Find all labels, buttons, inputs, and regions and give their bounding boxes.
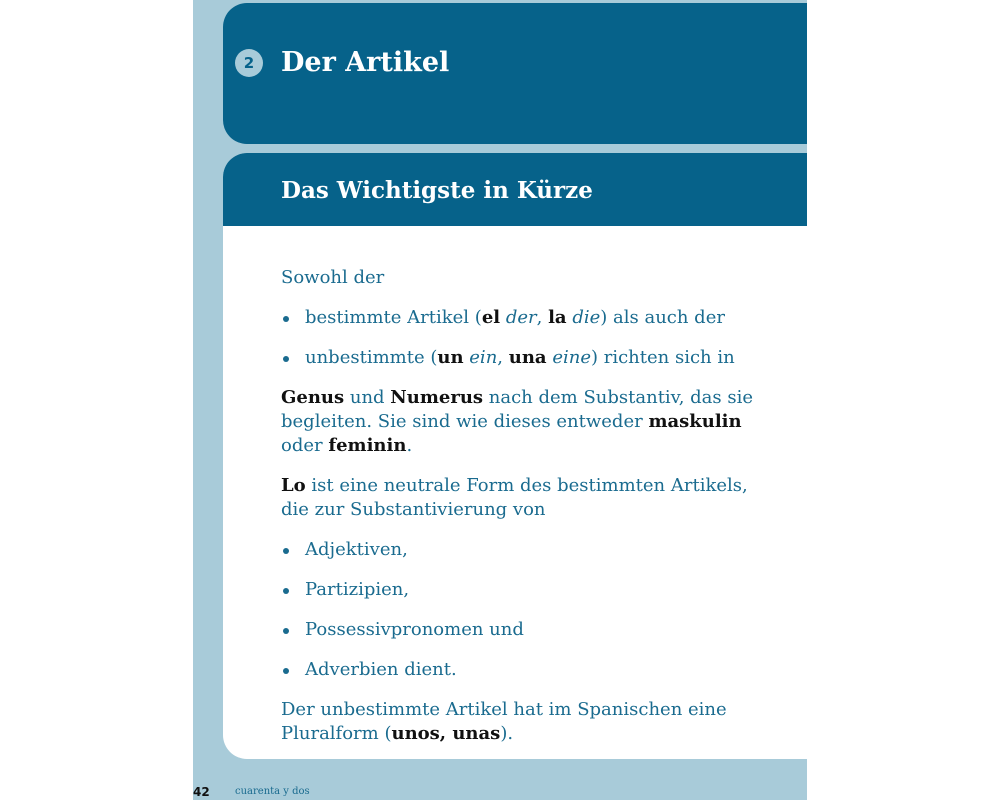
paragraph-plural: [281, 698, 761, 746]
intro-text: Sowohl der: [281, 267, 385, 288]
text: ,: [536, 307, 549, 328]
bullet-indefinite-article: [281, 346, 761, 370]
paragraph-genus-numerus: [281, 386, 761, 458]
summary-box: [223, 153, 807, 759]
translation: die: [572, 307, 601, 328]
summary-content: [281, 266, 761, 746]
term: unos, unas: [391, 723, 501, 744]
list-item: Adjektiven,: [281, 538, 761, 562]
text: oder: [281, 435, 329, 456]
text: bestimmte Artikel (: [305, 307, 482, 328]
text: .: [406, 435, 413, 456]
list-item: Partizipien,: [281, 578, 761, 602]
bullet-definite-article: [281, 306, 761, 330]
term: Lo: [281, 475, 306, 496]
text: ).: [500, 723, 514, 744]
term: feminin: [328, 435, 407, 456]
text: ,: [497, 347, 509, 368]
term: maskulin: [648, 411, 742, 432]
list-item: Adverbien dient.: [281, 658, 761, 682]
term: una: [508, 347, 547, 368]
text: nach dem Substantiv, das sie begleiten. Sie sind wie dieses entweder: [281, 387, 754, 432]
page-number-text: cuarenta y dos: [235, 786, 310, 797]
chapter-header: [223, 3, 807, 144]
page-number: 42: [193, 785, 210, 799]
translation: der: [505, 307, 537, 328]
term: el: [481, 307, 501, 328]
paragraph-lo: [281, 474, 761, 522]
text: unbestimmte (: [305, 347, 438, 368]
text: Der unbestimmte Artikel hat im Spanischen eine Pluralform (: [281, 699, 727, 744]
term: la: [548, 307, 567, 328]
text: ) als auch der: [600, 307, 725, 328]
term: Numerus: [390, 387, 484, 408]
chapter-number-badge: 2: [235, 49, 263, 77]
translation: ein: [469, 347, 498, 368]
summary-title: Das Wichtigste in Kürze: [281, 177, 593, 204]
term: un: [437, 347, 464, 368]
translation: eine: [552, 347, 591, 368]
chapter-title: Der Artikel: [281, 47, 450, 78]
list-item: Possessivpronomen und: [281, 618, 761, 642]
text: und: [344, 387, 391, 408]
text: ) richten sich in: [590, 347, 735, 368]
summary-header: [223, 153, 807, 226]
text: ist eine neutrale Form des bestimmten Artikels, die zur Substantivierung von: [281, 475, 748, 520]
term: Genus: [281, 387, 345, 408]
